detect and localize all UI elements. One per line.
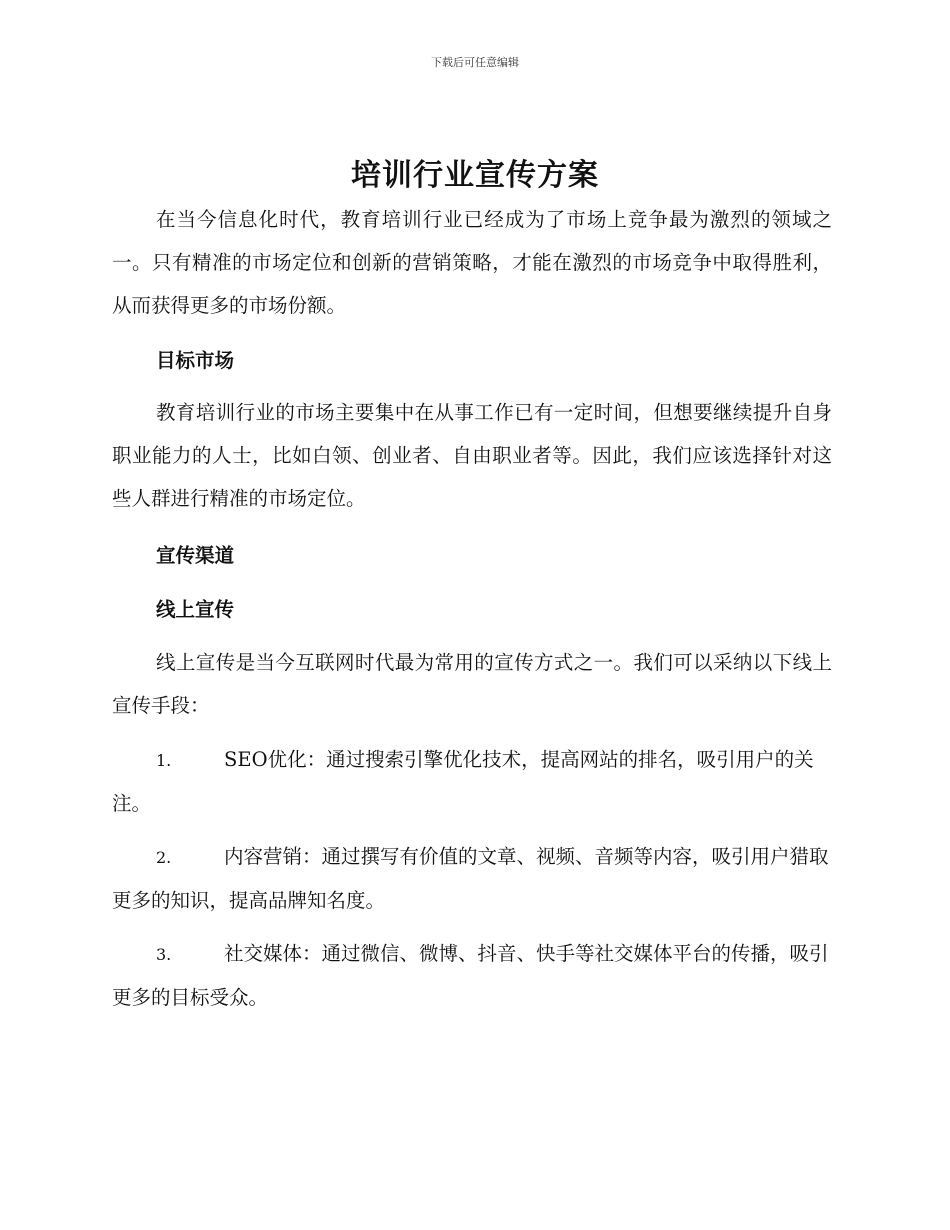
online-paragraph: 线上宣传是当今互联网时代最为常用的宣传方式之一。我们可以采纳以下线上宣传手段： <box>112 651 832 717</box>
list-item-number: 3. <box>156 945 172 964</box>
list-item-text: 社交媒体：通过微信、微博、抖音、快手等社交媒体平台的传播，吸引更多的目标受众。 <box>112 942 829 1009</box>
header-note: 下载后可任意编辑 <box>431 56 519 69</box>
list-item <box>112 835 832 922</box>
target-market-paragraph: 教育培训行业的市场主要集中在从事工作已有一定时间，但想要继续提升自身职业能力的人士，比如白领、创业者、自由职业者等。因此，我们应该选择针对这些人群进行精准的市场定位。 <box>112 401 832 510</box>
section-heading-channels: 宣传渠道 <box>156 544 235 567</box>
list-item-number: 1. <box>156 751 172 770</box>
list-item-text: 内容营销：通过撰写有价值的文章、视频、音频等内容，吸引用户猎取更多的知识，提高品牌知名度。 <box>112 845 829 912</box>
list-item-number: 2. <box>156 848 172 867</box>
document-title: 培训行业宣传方案 <box>351 158 599 193</box>
list-item-text: SEO优化：通过搜索引擎优化技术，提高网站的排名，吸引用户的关注。 <box>112 748 814 815</box>
section-heading-online: 线上宣传 <box>156 598 235 621</box>
intro-paragraph: 在当今信息化时代，教育培训行业已经成为了市场上竞争最为激烈的领域之一。只有精准的市场定位和创新的营销策略，才能在激烈的市场竞争中取得胜利，从而获得更多的市场份额。 <box>112 208 832 317</box>
list-item <box>112 932 832 1019</box>
list-item <box>112 738 832 825</box>
section-heading-target-market: 目标市场 <box>156 349 235 372</box>
